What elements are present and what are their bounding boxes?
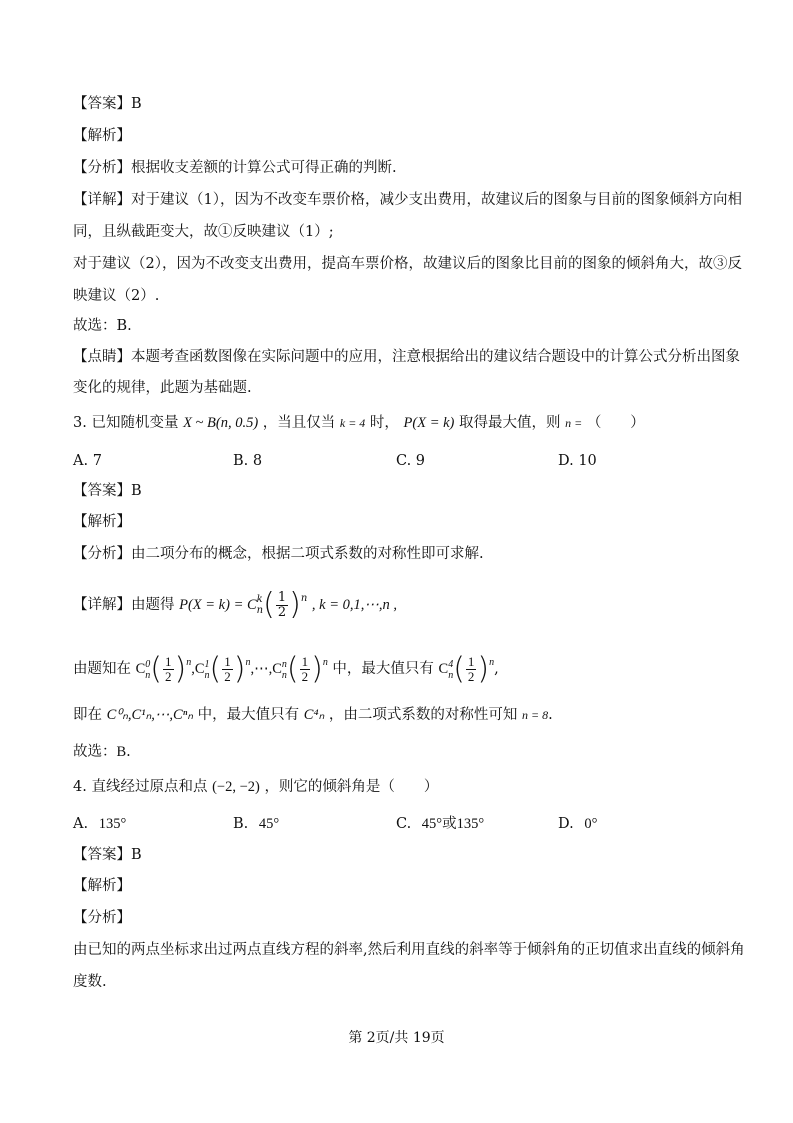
q3-math-distribution: X ~ B(n, 0.5) — [183, 415, 259, 431]
q3-paren-close: ) — [289, 587, 301, 622]
analysis-heading: 【解析】 — [73, 128, 131, 144]
q3-analysis: 【分析】由二项分布的概念，根据二项式系数的对称性即可求解. — [73, 546, 484, 562]
remark-line-cont: 变化的规律，此题为基础题. — [73, 380, 252, 396]
detail-line-cont: 同，且纵截距变大，故①反映建议（1）; — [73, 224, 334, 240]
q3-sym-c4: C⁴ₙ — [303, 707, 325, 723]
analysis-line: 【分析】根据收支差额的计算公式可得正确的判断. — [73, 160, 397, 176]
q4-choice-c-value-1: 45° — [421, 816, 443, 832]
q3-exp-n: n — [300, 593, 308, 604]
q3-select-b: B — [116, 744, 127, 760]
q3-binomial-end: , — [494, 661, 499, 677]
q3-select-end: . — [126, 744, 131, 760]
q3-formula-range: , k = 0,1,⋯,n , — [311, 597, 398, 613]
q3-math-n: n = — [565, 416, 583, 430]
q3-binomial-mid: 中，最大值只有 — [332, 661, 434, 677]
q4-choice-a — [73, 814, 126, 834]
q3-text: 3. 已知随机变量 — [73, 415, 179, 431]
q3-detail-label: 【详解】由题得 — [73, 597, 175, 613]
q3-sym-end: . — [548, 707, 553, 723]
q3-math-prob: P(X = k) — [403, 415, 455, 431]
q4-analysis-label: 【分析】 — [73, 910, 131, 926]
q3-analysis-heading: 【解析】 — [73, 514, 131, 530]
q4-choice-b-label: B. — [233, 816, 249, 832]
q4-text: 4. 直线经过原点和点 — [73, 779, 208, 795]
q3-sym-coeffs: C⁰ₙ,C¹ₙ,⋯,Cⁿₙ — [106, 707, 194, 723]
detail-line: 【详解】对于建议（1），因为不改变车票价格，减少支出费用，故建议后的图象与目前的图象倾斜方向相 — [73, 192, 742, 208]
q4-choice-c-value-2: 135° — [456, 816, 485, 832]
q4-choice-d-label: D. — [558, 816, 574, 832]
q3-sym-mid: 中，最大值只有 — [197, 707, 300, 723]
q3-text-2: ，当且仅当 — [262, 415, 336, 431]
q3-detail-formula — [73, 582, 397, 622]
q4-point: (−2, −2) — [212, 779, 260, 795]
q3-formula-index: k n — [256, 594, 264, 616]
q3-choice-c: C. 9 — [396, 453, 426, 469]
detail-line-2: 对于建议（2），因为不改变支出费用，提高车票价格，故建议后的图象比目前的图象的倾斜角大，故③反 — [73, 256, 742, 272]
q4-choice-c-label: C. — [396, 816, 412, 832]
q3-select-prefix: 故选： — [73, 744, 117, 760]
q3-choice-d: D. 10 — [558, 453, 597, 469]
q3-text-3: 时， — [369, 415, 399, 431]
question-4 — [73, 777, 438, 797]
q3-binomial-prefix: 由题知在 — [73, 661, 131, 677]
q3-sym-n8: n = 8 — [522, 708, 549, 722]
q3-math-k: k = 4 — [339, 416, 366, 430]
q3-symmetry-line — [73, 705, 553, 725]
q3-choice-b: B. 8 — [233, 453, 263, 469]
question-3 — [73, 413, 645, 433]
page-footer: 第 2页/共 19页 — [348, 1030, 445, 1046]
q4-analysis-heading: 【解析】 — [73, 878, 131, 894]
q4-answer: 【答案】B — [73, 847, 142, 863]
q3-sym-mid2: ，由二项式系数的对称性可知 — [328, 707, 518, 723]
q3-paren-open: ( — [263, 587, 275, 622]
q3-formula-p: P(X = k) = C — [179, 597, 257, 613]
detail-line-2-cont: 映建议（2）. — [73, 288, 160, 304]
q4-text-2: ，则它的倾斜角是（ ） — [264, 779, 439, 795]
binomial-term-0: C 0 n ( $\frac{1}{2}$ )$^n$,C 1 n ( $\frac{1}{2}$ )$^n$,⋯,C n n ( $\frac{1}{2}$ )$^n$ — [135, 651, 328, 687]
q3-answer: 【答案】B — [73, 483, 142, 499]
q4-analysis-text: 由已知的两点坐标求出过两点直线方程的斜率,然后利用直线的斜率等于倾斜角的正切值求出直线的倾斜角 — [73, 942, 745, 958]
remark-line: 【点睛】本题考查函数图像在实际问题中的应用，注意根据给出的建议结合题设中的计算公式分析出图象 — [73, 349, 740, 365]
q3-sym-prefix: 即在 — [73, 707, 102, 723]
choice-line: 故选：B. — [73, 318, 132, 334]
q3-text-4: 取得最大值，则 — [458, 415, 561, 431]
q4-choice-c — [396, 814, 484, 834]
q4-choice-a-value: 135° — [98, 816, 127, 832]
binomial-term-max: C 4 n ( $\frac{1}{2}$ )$^n$ — [438, 651, 495, 687]
q3-binomial-line — [73, 646, 499, 686]
q4-analysis-text-cont: 度数. — [73, 974, 107, 990]
q4-choice-d — [558, 814, 597, 834]
q4-choice-c-or: 或 — [442, 816, 457, 832]
q4-choice-a-label: A. — [73, 816, 89, 832]
q3-fraction-half: $\frac{1}{2}$ — [277, 589, 287, 620]
q3-select-line — [73, 742, 131, 762]
q3-paren: （ ） — [586, 415, 645, 431]
q4-choice-d-value: 0° — [584, 816, 598, 832]
q4-choice-b-value: 45° — [258, 816, 280, 832]
answer-line: 【答案】B — [73, 96, 142, 112]
q3-choice-a: A. 7 — [73, 453, 102, 469]
q4-choice-b — [233, 814, 279, 834]
